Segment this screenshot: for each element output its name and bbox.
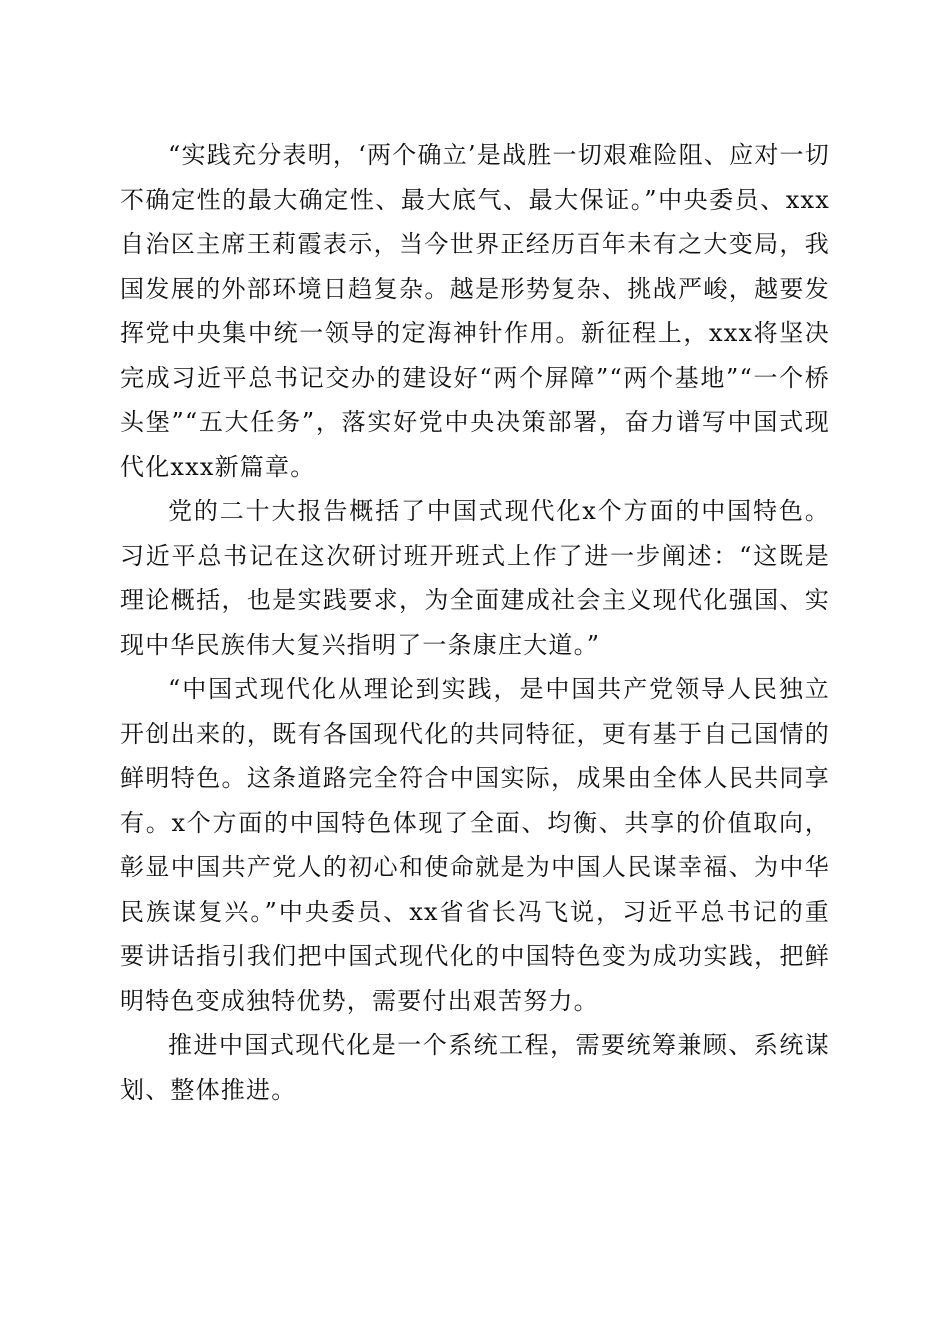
paragraph-1: “实践充分表明，‘两个确立’是战胜一切艰难险阻、应对一切不确定性的最大确定性、最大底气、最大保证。”中央委员、xxx自治区主席王莉霞表示，当今世界正经历百年未有之大变局，我国发展的外部环境日趋复杂。越是形势复杂、挑战严峻，越要发挥党中央集中统一领导的定海神针作用。新征程上，xxx将坚决完成习近平总书记交办的建设好“两个屏障”“两个基地”“一个桥头堡”“五大任务”，落实好党中央决策部署，奋力谱写中国式现代化xxx新篇章。 [120, 141, 830, 481]
paragraph-2: 党的二十大报告概括了中国式现代化x个方面的中国特色。习近平总书记在这次研讨班开班式上作了进一步阐述：“这既是理论概括，也是实践要求，为全面建成社会主义现代化强国、实现中华民族伟大复兴指明了一条康庄大道。” [120, 497, 830, 659]
paragraph-4: 推进中国式现代化是一个系统工程，需要统筹兼顾、系统谋划、整体推进。 [120, 1031, 830, 1104]
paragraph-3: “中国式现代化从理论到实践，是中国共产党领导人民独立开创出来的，既有各国现代化的共同特征，更有基于自己国情的鲜明特色。这条道路完全符合中国实际，成果由全体人民共同享有。x个方面的中国特色体现了全面、均衡、共享的价值取向，彰显中国共产党人的初心和使命就是为中国人民谋幸福、为中华民族谋复兴。”中央委员、xx省省长冯飞说，习近平总书记的重要讲话指引我们把中国式现代化的中国特色变为成功实践，把鲜明特色变成独特优势，需要付出艰苦努力。 [120, 675, 830, 1015]
document-body [120, 133, 830, 1112]
